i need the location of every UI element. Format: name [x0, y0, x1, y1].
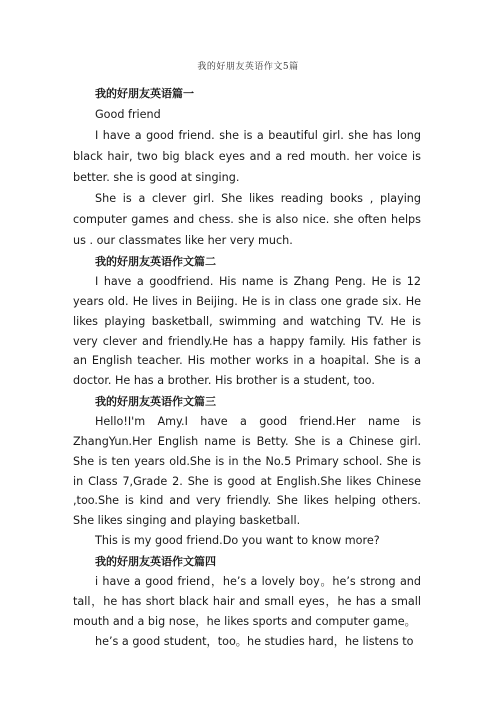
paragraph: Good friend — [95, 108, 161, 121]
section-3 — [73, 391, 421, 551]
paragraph: She is a clever girl. She likes reading books , playing computer games and chess. she is also nice. she often helps us . our classmates like her very much. — [73, 192, 421, 247]
paragraph: This is my good friend.Do you want to know more? — [95, 534, 380, 548]
section-heading: 我的好朋友英语篇一 — [95, 87, 194, 100]
section-heading: 我的好朋友英语作文篇二 — [95, 255, 216, 268]
section-heading: 我的好朋友英语作文篇四 — [95, 554, 216, 568]
document-header: 我的好朋友英语作文5篇 — [197, 62, 299, 72]
paragraph: I have a good friend. she is a beautiful girl. she has long black hair, two big black eyes and a red mouth. her voice is better. she is good at singing. — [73, 129, 421, 184]
paragraph: Hello!I'm Amy.I have a good friend.Her name is ZhangYun.Her English name is Betty. She is a Chinese girl. She is ten years old.She is in the No.5 Primary school. She is in Class 7,Grade 2. She is good at English.She likes Chinese ,too.She is kind and very friendly. She likes helping others. She likes singing and playing basketball. — [73, 415, 421, 528]
section-heading: 我的好朋友英语作文篇三 — [95, 395, 216, 409]
paragraph: I have a goodfriend. His name is Zhang Peng. He is 12 years old. He lives in Beijing. He is in class one grade six. He likes playing basketball, swimming and watching TV. He is very clever and friendly.He has a happy family. His father is an English teacher. His mother works in a hoapital. She is a doctor. He has a brother. His brother is a student, too. — [73, 275, 421, 388]
section-2 — [73, 251, 421, 391]
paragraph: i have a good friend，he’s a lovely boy。he’s strong and tall，he has short black hair and small eyes，he has a small mouth and a big nose，he likes sports and computer game。 — [73, 574, 421, 628]
paragraph: he’s a good student，too。he studies hard，he listens to — [95, 634, 414, 648]
document-body — [73, 83, 421, 651]
section-1 — [73, 83, 421, 251]
section-4 — [73, 551, 421, 651]
